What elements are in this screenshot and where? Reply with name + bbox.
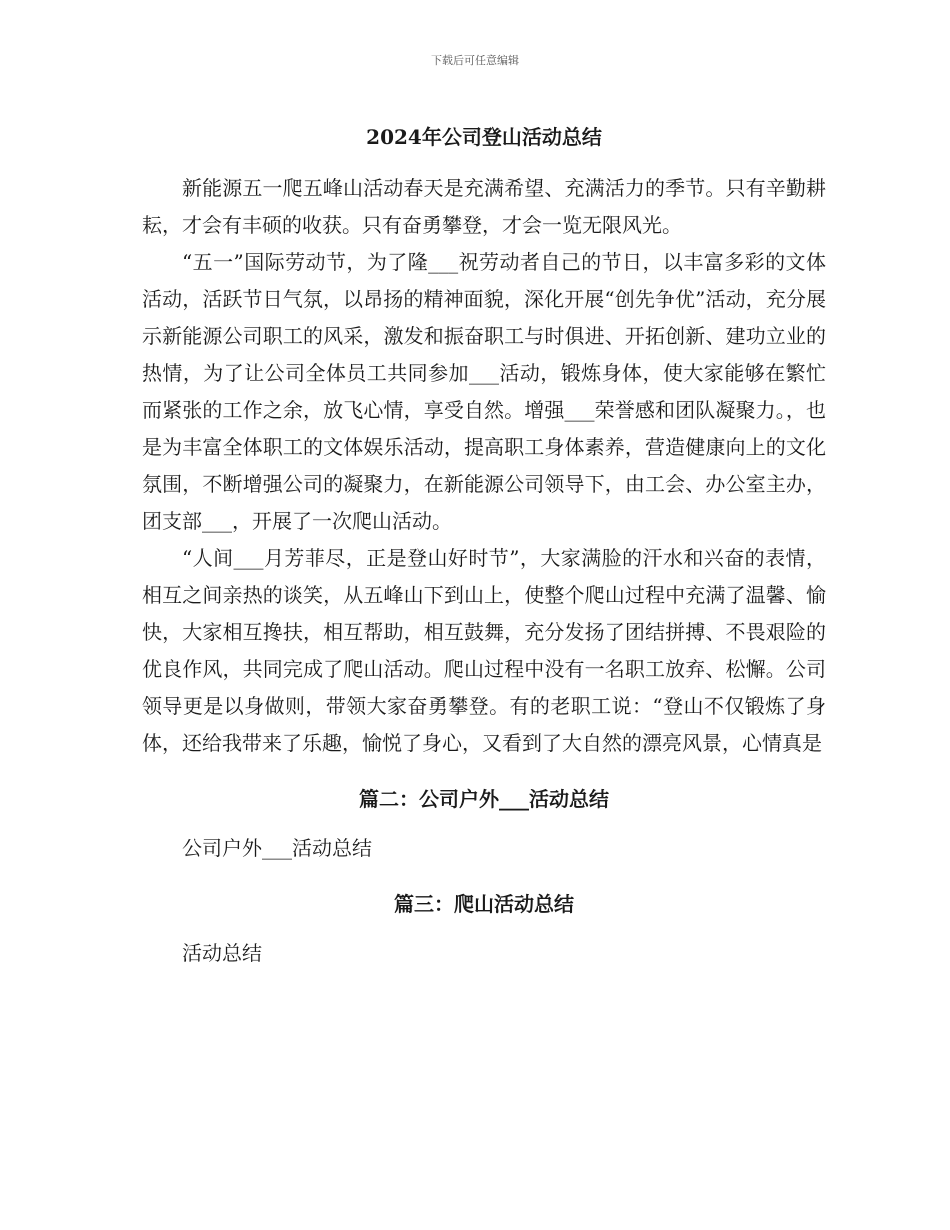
paragraph-3: “人间___月芳菲尽，正是登山好时节”，大家满脸的汗水和兴奋的表情，相互之间亲热的谈笑，从五峰山下到山上，使整个爬山过程中充满了温馨、愉快，大家相互搀扶，相互帮助，相互鼓舞，充分发扬了团结拼搏、不畏艰险的优良作风，共同完成了爬山活动。爬山过程中没有一名职工放弃、松懈。公司领导更是以身做则，带领大家奋勇攀登。有的老职工说：“登山不仅锻炼了身体，还给我带来了乐趣，愉悦了身心，又看到了大自然的漂亮风景，心情真是	[142, 546, 826, 755]
document-body	[142, 120, 826, 972]
paragraph-1: 新能源五一爬五峰山活动春天是充满希望、充满活力的季节。只有辛勤耕耘，才会有丰硕的收获。只有奋勇攀登，才会一览无限风光。	[142, 176, 826, 237]
section-2-text: 公司户外___活动总结	[182, 836, 372, 860]
paragraph-2: “五一”国际劳动节，为了隆___祝劳动者自己的节日，以丰富多彩的文体活动，活跃节日气氛，以昂扬的精神面貌，深化开展“创先争优”活动，充分展示新能源公司职工的风采，激发和振奋职工与时俱进、开拓创新、建功立业的热情，为了让公司全体员工共同参加___活动，锻炼身体，使大家能够在繁忙而紧张的工作之余，放飞心情，享受自然。增强___荣誉感和团队凝聚力。，也是为丰富全体职工的文体娱乐活动，提高职工身体素养，营造健康向上的文化氛围，不断增强公司的凝聚力，在新能源公司领导下，由工会、办公室主办，团支部___，开展了一次爬山活动。	[142, 250, 826, 533]
document-title: 2024年公司登山活动总结	[366, 125, 602, 149]
page-header: 下载后可任意编辑	[431, 54, 519, 67]
section-3-heading: 篇三：爬山活动总结	[394, 892, 574, 916]
section-2-heading: 篇二：公司户外___活动总结	[359, 787, 609, 811]
section-3-text: 活动总结	[182, 941, 262, 965]
